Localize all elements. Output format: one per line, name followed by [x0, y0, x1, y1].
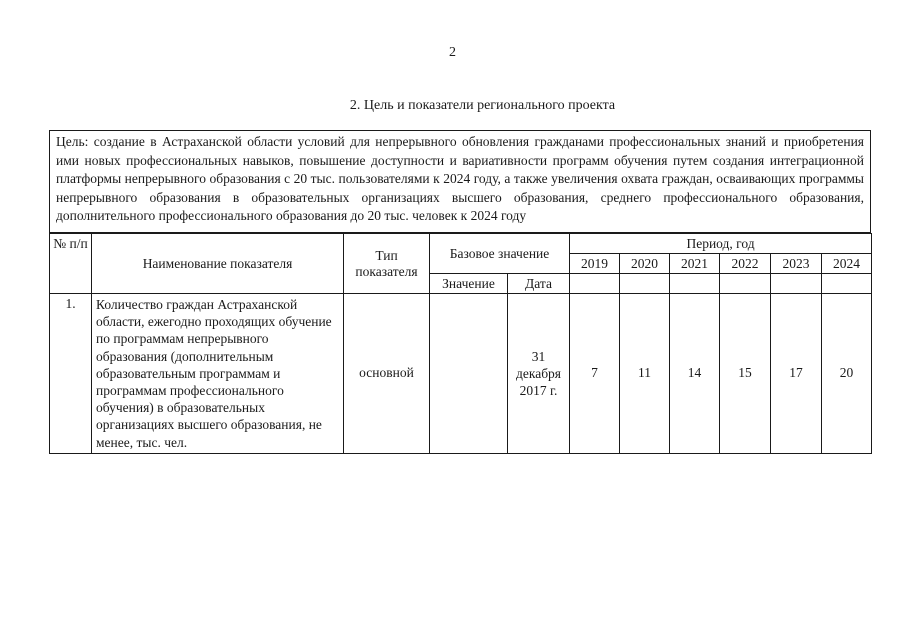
- year-value: 20: [822, 294, 872, 454]
- header-empty-cell: [670, 274, 720, 294]
- row-number: 1.: [50, 294, 92, 454]
- header-empty-cell: [822, 274, 872, 294]
- indicator-type: основной: [344, 294, 430, 454]
- base-value: [430, 294, 508, 454]
- header-date: Дата: [508, 274, 570, 294]
- header-empty-cell: [570, 274, 620, 294]
- section-title: 2. Цель и показатели регионального проекта: [349, 98, 616, 113]
- header-value: Значение: [430, 274, 508, 294]
- year-value: 15: [720, 294, 771, 454]
- header-empty-cell: [620, 274, 670, 294]
- header-period: Период, год: [570, 234, 872, 254]
- header-name: Наименование показателя: [92, 234, 344, 294]
- year-value: 14: [670, 294, 720, 454]
- header-empty-cell: [720, 274, 771, 294]
- indicators-table: [49, 233, 872, 454]
- header-year: 2022: [720, 254, 771, 274]
- indicator-name: Количество граждан Астраханской области, ежегодно проходящих обучение по программам непрерывного образования (дополнительным образовательным программам и программам профессионального обучения) в образовательных организациях высшего образования, не менее, тыс. чел.: [92, 294, 344, 454]
- header-empty-cell: [771, 274, 822, 294]
- header-year: 2019: [570, 254, 620, 274]
- page-number: 2: [449, 45, 456, 60]
- header-year: 2020: [620, 254, 670, 274]
- base-date: 31 декабря 2017 г.: [508, 294, 570, 454]
- goal-text: Цель: создание в Астраханской области условий для непрерывного обновления гражданами профессиональных знаний и приобретения ими новых профессиональных навыков, повышение доступности и вариативности программ обучения путем создания интеграционной платформы непрерывного образования с 20 тыс. пользователями к 2024 году, а также увеличения охвата граждан, осваивающих программы непрерывного образования в образовательных организациях высшего образования, среднего профессионального образования, дополнительного профессионального образования до 20 тыс. человек к 2024 году: [49, 130, 871, 233]
- header-year: 2021: [670, 254, 720, 274]
- header-row-top: [50, 234, 872, 254]
- year-value: 17: [771, 294, 822, 454]
- table-row: [50, 294, 872, 454]
- header-type: Тип показателя: [344, 234, 430, 294]
- header-base-value: Базовое значение: [430, 234, 570, 274]
- header-year: 2023: [771, 254, 822, 274]
- header-year: 2024: [822, 254, 872, 274]
- header-number: № п/п: [50, 234, 92, 294]
- year-value: 7: [570, 294, 620, 454]
- year-value: 11: [620, 294, 670, 454]
